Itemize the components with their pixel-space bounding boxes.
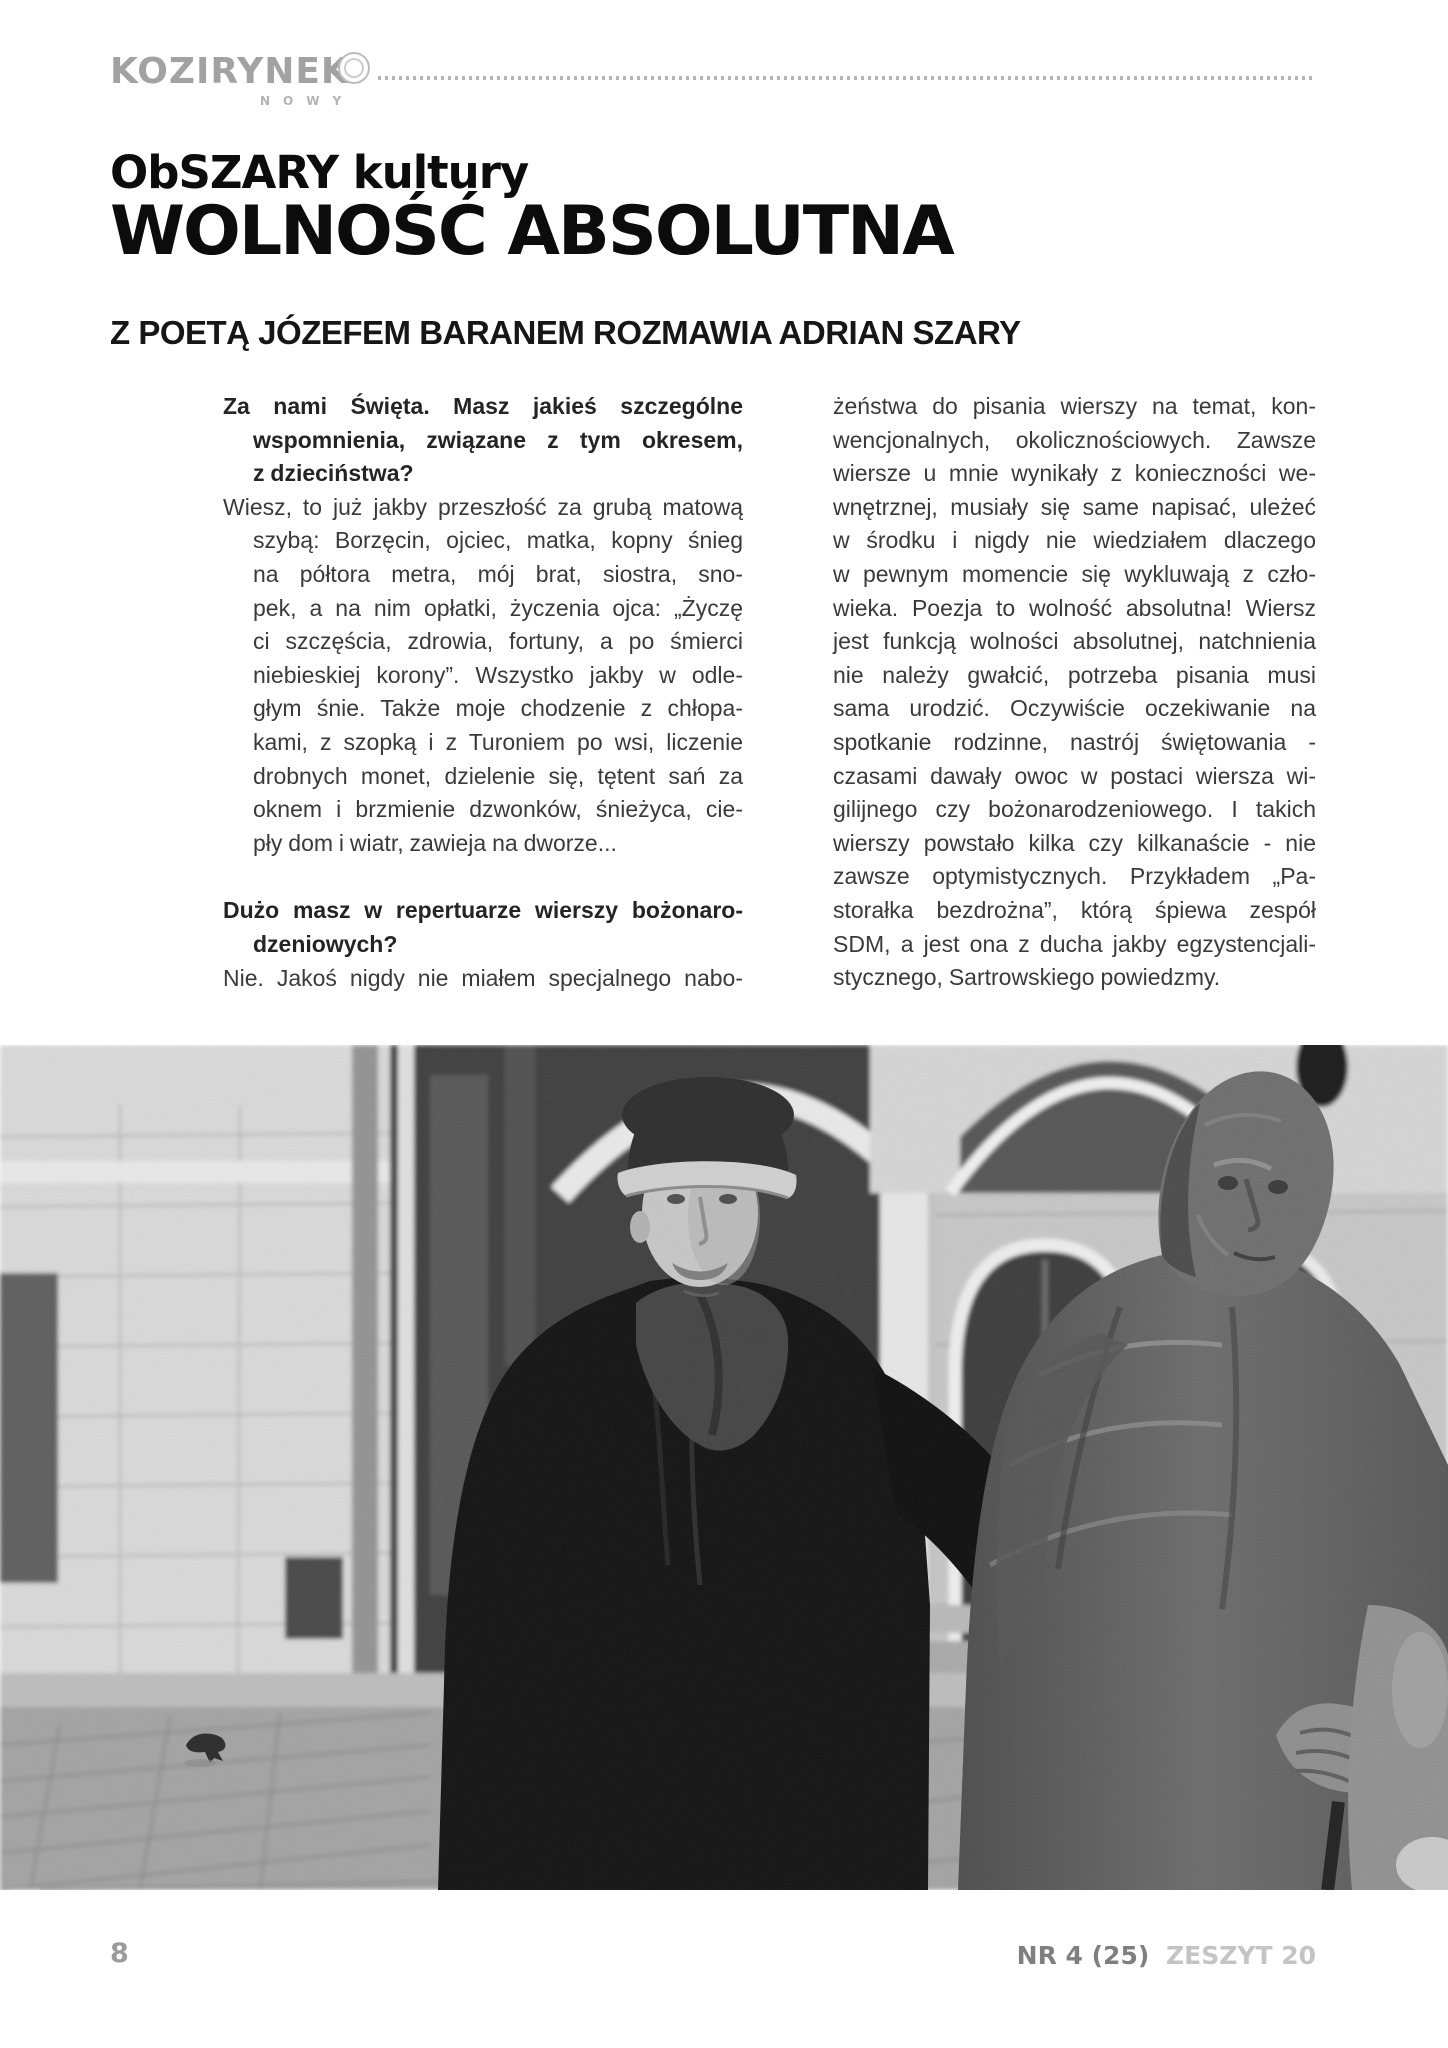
- column-right: [833, 390, 1316, 995]
- page-number: 8: [110, 1938, 129, 1969]
- title-block: [110, 146, 953, 271]
- article-subtitle: Z POETĄ JÓZEFEM BARANEM ROZMAWIA ADRIAN SZARY: [110, 314, 1021, 351]
- text-line: storałka bezdrożna”, którą śpiewa zespół: [833, 896, 1316, 923]
- logo-emblem-icon: [338, 52, 370, 84]
- interview-answer-continued: [833, 390, 1316, 995]
- text-line: z dzieciństwa?: [253, 460, 414, 487]
- text-line: wieka. Poezja to wolność absolutna! Wiersz: [833, 594, 1316, 621]
- text-line: nie należy gwałcić, potrzeba pisania musi: [833, 661, 1316, 688]
- text-line: żeństwa do pisania wierszy na temat, kon-: [833, 393, 1316, 419]
- text-line: Za nami Święta. Masz jakieś szczególne: [223, 393, 743, 419]
- section-kicker: ObSZARY kultury: [110, 146, 529, 199]
- text-line: zawsze optymistycznych. Przykładem „Pa-: [833, 863, 1316, 890]
- text-line: stycznego, Sartrowskiego powiedzmy.: [833, 964, 1221, 991]
- issue-info: [1017, 1941, 1316, 1970]
- text-line: kami, z szopką i z Turoniem po wsi, liczenie: [253, 728, 743, 755]
- issue-part: ZESZYT 20: [1166, 1941, 1316, 1970]
- text-line: Wiesz, to już jakby przeszłość za grubą matową: [223, 493, 743, 520]
- text-line: pły dom i wiatr, zawieja na dworze...: [253, 829, 617, 856]
- text-line: gilijnego czy bożonarodzeniowego. I takich: [833, 796, 1316, 823]
- logo-subtitle: NOWY: [260, 94, 355, 108]
- text-line: SDM, a jest ona z ducha jakby egzystencjali-: [833, 930, 1316, 957]
- text-line: Dużo masz w repertuarze wierszy bożonaro-: [223, 897, 743, 924]
- text-line: wencjonalnych, okolicznościowych. Zawsze: [833, 426, 1316, 453]
- text-line: drobnych monet, dzielenie się, tętent sań za: [253, 762, 743, 789]
- header-dotted-divider: [378, 76, 1316, 80]
- page-header: [110, 50, 1316, 110]
- text-line: szybą: Borzęcin, ojciec, matka, kopny śnieg: [253, 527, 743, 554]
- article-body: [223, 390, 1316, 995]
- text-line: czasami dawały owoc w postaci wiersza wi-: [833, 762, 1316, 789]
- text-line: Nie. Jakoś nigdy nie miałem specjalnego nabo-: [223, 964, 743, 991]
- text-line: wierszy powstało kilka czy kilkanaście - nie: [833, 829, 1316, 856]
- interview-answer: [223, 962, 743, 996]
- interview-question: [223, 390, 743, 491]
- logo-wordmark: KOZIRYNEK: [110, 51, 350, 92]
- photo-illustration: [0, 1045, 1448, 1890]
- text-line: głym śnie. Także moje chodzenie z chłopa-: [253, 695, 743, 722]
- column-left: [223, 390, 743, 995]
- text-line: oknem i brzmienie dzwonków, śnieżyca, cie-: [253, 796, 743, 823]
- text-line: wnętrznej, musiały się same napisać, uleżeć: [833, 493, 1316, 520]
- text-line: niebieskiej korony”. Wszystko jakby w odle-: [253, 661, 743, 688]
- text-line: sama urodzić. Oczywiście oczekiwanie na: [833, 695, 1316, 722]
- text-line: ci szczęścia, zdrowia, fortuny, a po śmierci: [253, 628, 743, 655]
- text-line: w pewnym momencie się wykluwają z czło-: [833, 560, 1316, 587]
- text-line: dzeniowych?: [253, 930, 398, 957]
- text-line: w środku i nigdy nie wiedziałem dlaczego: [833, 527, 1316, 554]
- interview-answer: [223, 491, 743, 861]
- text-line: jest funkcją wolności absolutnej, natchnienia: [833, 628, 1316, 655]
- article-photo: [0, 1045, 1448, 1890]
- text-line: na półtora metra, mój brat, siostra, sno-: [253, 560, 743, 587]
- page-title: WOLNOŚĆ ABSOLUTNA: [110, 192, 953, 271]
- interview-question: [223, 894, 743, 961]
- issue-number: NR 4 (25): [1016, 1941, 1150, 1970]
- text-line: wiersze u mnie wynikały z konieczności we-: [833, 460, 1316, 487]
- text-line: pek, a na nim opłatki, życzenia ojca: „Życzę: [253, 594, 743, 621]
- text-line: spotkanie rodzinne, nastrój świętowania -: [833, 728, 1316, 755]
- text-line: wspomnienia, związane z tym okresem,: [253, 426, 743, 453]
